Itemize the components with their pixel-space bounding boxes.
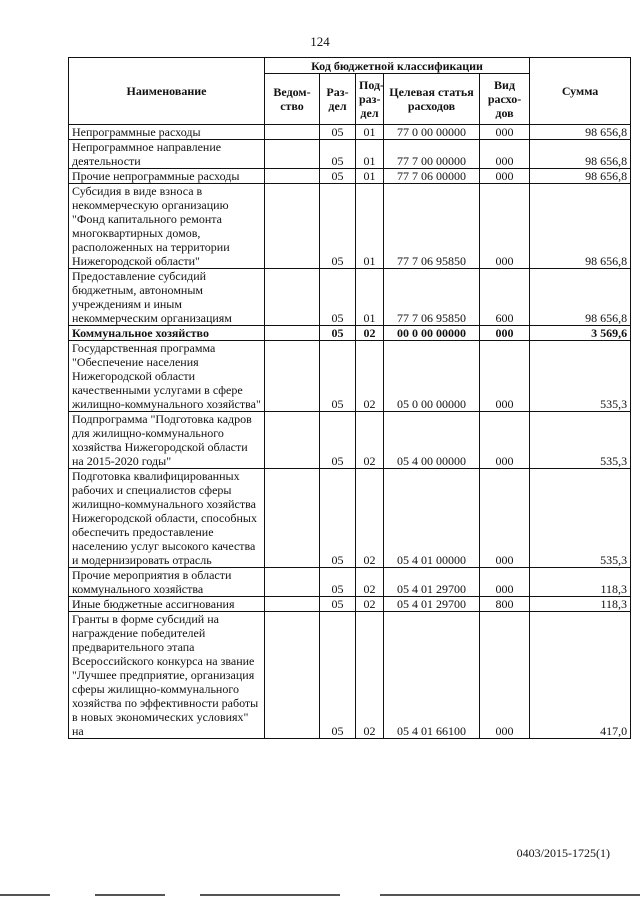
cell-summa: 535,3 (530, 469, 631, 568)
header-vid: Вид расхо-дов (480, 74, 530, 125)
table-row (69, 341, 631, 412)
table-row (69, 140, 631, 169)
cell-razdel: 05 (320, 140, 356, 169)
cell-razdel: 05 (320, 184, 356, 269)
cell-vid: 000 (480, 140, 530, 169)
cell-summa: 98 656,8 (530, 169, 631, 184)
cell-summa: 118,3 (530, 568, 631, 597)
cell-vedomstvo (265, 326, 320, 341)
cell-celevaya: 05 4 01 00000 (384, 469, 480, 568)
scan-artifact-line (200, 894, 340, 896)
cell-vid: 000 (480, 169, 530, 184)
page-number: 124 (310, 34, 330, 49)
cell-name: Прочие непрограммные расходы (69, 169, 265, 184)
cell-celevaya: 77 7 06 00000 (384, 169, 480, 184)
cell-vid: 000 (480, 412, 530, 469)
header-celevaya: Целевая статья расходов (384, 74, 480, 125)
header-summa: Сумма (530, 58, 631, 125)
header-code-group: Код бюджетной классификации (265, 58, 530, 74)
cell-razdel: 05 (320, 269, 356, 326)
cell-vedomstvo (265, 184, 320, 269)
cell-name: Субсидия в виде взноса в некоммерческую организацию "Фонд капитального ремонта многоквартирных домов, расположенных на территории Нижегородской области" (69, 184, 265, 269)
table-row (69, 597, 631, 612)
cell-podrazdel: 02 (356, 612, 384, 739)
table-row (69, 169, 631, 184)
cell-razdel: 05 (320, 169, 356, 184)
cell-razdel: 05 (320, 412, 356, 469)
cell-razdel: 05 (320, 125, 356, 140)
cell-podrazdel: 01 (356, 169, 384, 184)
cell-celevaya: 77 7 00 00000 (384, 140, 480, 169)
scan-artifact-line (0, 894, 50, 896)
cell-vid: 000 (480, 326, 530, 341)
cell-vid: 000 (480, 341, 530, 412)
cell-summa: 3 569,6 (530, 326, 631, 341)
cell-summa: 98 656,8 (530, 184, 631, 269)
document-code: 0403/2015-1725(1) (516, 846, 610, 860)
budget-table (68, 57, 631, 739)
cell-name: Подпрограмма "Подготовка кадров для жилищно-коммунального хозяйства Нижегородской области на 2015-2020 годы" (69, 412, 265, 469)
cell-podrazdel: 01 (356, 184, 384, 269)
cell-name: Государственная программа "Обеспечение населения Нижегородской области качественными услугами в сфере жилищно-коммунального хозяйства" (69, 341, 265, 412)
cell-celevaya: 05 0 00 00000 (384, 341, 480, 412)
cell-vedomstvo (265, 568, 320, 597)
cell-summa: 417,0 (530, 612, 631, 739)
cell-podrazdel: 02 (356, 412, 384, 469)
cell-summa: 98 656,8 (530, 269, 631, 326)
table-row (69, 326, 631, 341)
cell-celevaya: 05 4 01 66100 (384, 612, 480, 739)
cell-podrazdel: 01 (356, 140, 384, 169)
cell-vid: 000 (480, 568, 530, 597)
cell-razdel: 05 (320, 341, 356, 412)
cell-name: Коммунальное хозяйство (69, 326, 265, 341)
cell-name: Подготовка квалифицированных рабочих и специалистов сферы жилищно-коммунального хозяйства Нижегородской области, способных обеспечить предоставление населению услуг высокого качества и модернизировать отрасль (69, 469, 265, 568)
header-podrazdel: Под-раз-дел (356, 74, 384, 125)
table-row (69, 184, 631, 269)
cell-vedomstvo (265, 469, 320, 568)
cell-vedomstvo (265, 269, 320, 326)
cell-celevaya: 77 7 06 95850 (384, 269, 480, 326)
cell-vedomstvo (265, 597, 320, 612)
cell-podrazdel: 02 (356, 326, 384, 341)
scan-artifact-line (380, 894, 640, 896)
cell-vid: 000 (480, 469, 530, 568)
cell-vid: 800 (480, 597, 530, 612)
cell-celevaya: 00 0 00 00000 (384, 326, 480, 341)
cell-razdel: 05 (320, 568, 356, 597)
cell-podrazdel: 02 (356, 469, 384, 568)
table-body (69, 125, 631, 739)
cell-razdel: 05 (320, 469, 356, 568)
cell-vedomstvo (265, 125, 320, 140)
cell-celevaya: 05 4 01 29700 (384, 597, 480, 612)
cell-summa: 98 656,8 (530, 140, 631, 169)
cell-vedomstvo (265, 140, 320, 169)
cell-razdel: 05 (320, 326, 356, 341)
cell-name: Иные бюджетные ассигнования (69, 597, 265, 612)
scan-artifact-line (95, 894, 165, 896)
header-name: Наименование (69, 58, 265, 125)
cell-name: Гранты в форме субсидий на награждение победителей предварительного этапа Всероссийского конкурса на звание "Лучшее предприятие, организация сферы жилищно-коммунального хозяйства по эффективности работы в новых экономических условиях" на (69, 612, 265, 739)
table-row (69, 412, 631, 469)
cell-vedomstvo (265, 341, 320, 412)
cell-summa: 118,3 (530, 597, 631, 612)
table-row (69, 269, 631, 326)
header-vedomstvo: Ведом-ство (265, 74, 320, 125)
cell-vid: 000 (480, 184, 530, 269)
cell-celevaya: 05 4 00 00000 (384, 412, 480, 469)
cell-summa: 535,3 (530, 341, 631, 412)
table-row (69, 568, 631, 597)
cell-vedomstvo (265, 412, 320, 469)
cell-vedomstvo (265, 169, 320, 184)
cell-vid: 600 (480, 269, 530, 326)
header-razdel: Раз-дел (320, 74, 356, 125)
cell-podrazdel: 02 (356, 341, 384, 412)
cell-podrazdel: 01 (356, 269, 384, 326)
cell-name: Непрограммные расходы (69, 125, 265, 140)
table-row (69, 469, 631, 568)
cell-razdel: 05 (320, 597, 356, 612)
cell-vedomstvo (265, 612, 320, 739)
cell-name: Прочие мероприятия в области коммунального хозяйства (69, 568, 265, 597)
table-row (69, 612, 631, 739)
cell-name: Непрограммное направление деятельности (69, 140, 265, 169)
cell-podrazdel: 02 (356, 597, 384, 612)
cell-razdel: 05 (320, 612, 356, 739)
cell-vid: 000 (480, 612, 530, 739)
cell-vid: 000 (480, 125, 530, 140)
cell-podrazdel: 01 (356, 125, 384, 140)
table-row (69, 125, 631, 140)
cell-celevaya: 05 4 01 29700 (384, 568, 480, 597)
cell-celevaya: 77 7 06 95850 (384, 184, 480, 269)
cell-celevaya: 77 0 00 00000 (384, 125, 480, 140)
cell-podrazdel: 02 (356, 568, 384, 597)
cell-summa: 535,3 (530, 412, 631, 469)
cell-summa: 98 656,8 (530, 125, 631, 140)
cell-name: Предоставление субсидий бюджетным, автономным учреждениям и иным некоммерческим организациям (69, 269, 265, 326)
